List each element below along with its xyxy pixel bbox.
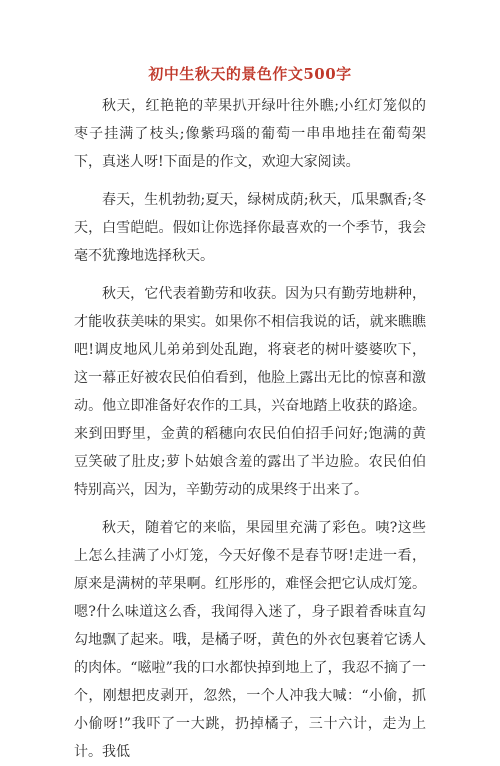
paragraph-3: 秋天，它代表着勤劳和收获。因为只有勤劳地耕种，才能收获美味的果实。如果你不相信我说的话，就来瞧瞧吧!调皮地风儿弟弟到处乱跑，将衰老的树叶婆婆吹下，这一幕正好被农民伯伯看到，他脸上露出无比的惊喜和激动。他立即准备好农作的工具，兴奋地踏上收获的路途。来到田野里，金黄的稻穗向农民伯伯招手问好;饱满的黄豆笑破了肚皮;萝卜姑娘含羞的露出了半边脸。农民伯伯特别高兴，因为，辛勤劳动的成果终于出来了。 (74, 286, 426, 498)
paragraph-1: 秋天，红艳艳的苹果扒开绿叶往外瞧;小红灯笼似的枣子挂满了枝头;像紫玛瑙的葡萄一串串地挂在葡萄架下，真迷人呀!下面是的作文，欢迎大家阅读。 (74, 98, 426, 170)
paragraph-4: 秋天，随着它的来临，果园里充满了彩色。咦?这些上怎么挂满了小灯笼，今天好像不是春节呀!走进一看，原来是满树的苹果啊。红彤彤的，难怪会把它认成灯笼。嗯?什么味道这么香，我闻得入迷了，身子跟着香味直勾勾地飘了起来。哦，是橘子呀，黄色的外衣包裹着它诱人的肉体。“嗞啦”我的口水都快掉到地上了，我忍不摘了一个，刚想把皮剥开，忽然，一个人冲我大喊：“小偷，抓小偷呀!”我吓了一大跳，扔掉橘子，三十六计，走为上计。我低 (74, 520, 426, 760)
document-title: 初中生秋天的景色作文500字 (148, 65, 352, 83)
paragraph-2: 春天，生机勃勃;夏天，绿树成荫;秋天，瓜果飘香;冬天，白雪皑皑。假如让你选择你最喜欢的一个季节，我会毫不犹豫地选择秋天。 (74, 192, 426, 264)
